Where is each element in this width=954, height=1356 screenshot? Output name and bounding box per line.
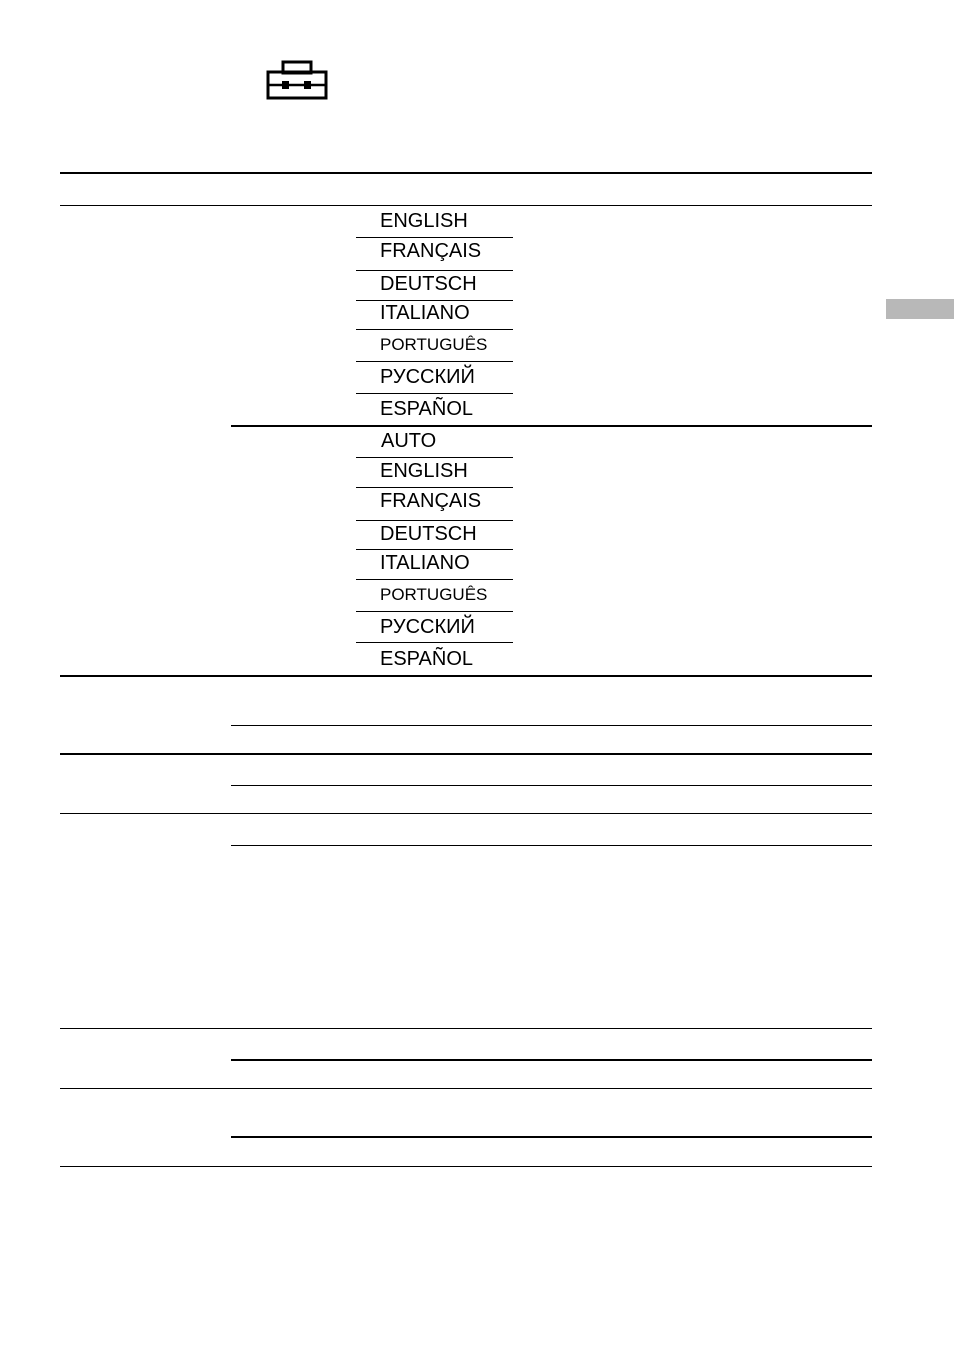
option-espanol: ESPAÑOL	[380, 398, 473, 420]
table-header-rule	[60, 205, 872, 206]
option-espanol: ESPAÑOL	[380, 648, 473, 670]
subrow-rule	[231, 725, 872, 726]
option-divider	[356, 487, 513, 488]
option-english: ENGLISH	[380, 460, 468, 482]
option-russian: РУССКИЙ	[380, 366, 475, 388]
row-rule	[60, 1088, 872, 1089]
option-divider	[356, 579, 513, 580]
subrow-rule	[231, 1059, 872, 1061]
option-italiano: ITALIANO	[380, 302, 470, 324]
option-divider	[356, 361, 513, 362]
section-tab-marker	[886, 299, 954, 319]
option-italiano: ITALIANO	[380, 552, 470, 574]
option-divider	[356, 520, 513, 521]
row-rule	[60, 675, 872, 677]
option-divider	[356, 393, 513, 394]
subrow-rule	[231, 1136, 872, 1138]
option-divider	[356, 611, 513, 612]
row-rule	[60, 753, 872, 755]
option-deutsch: DEUTSCH	[380, 273, 477, 295]
option-francais: FRANÇAIS	[380, 490, 482, 512]
table-top-rule	[60, 172, 872, 174]
option-divider	[356, 270, 513, 271]
option-portugues: PORTUGUÊS	[380, 335, 488, 354]
option-divider	[356, 549, 513, 550]
option-portugues: PORTUGUÊS	[380, 585, 488, 604]
option-divider	[356, 457, 513, 458]
option-divider	[356, 329, 513, 330]
row-rule	[60, 813, 872, 814]
option-auto: AUTO	[381, 430, 437, 452]
option-divider	[356, 642, 513, 643]
option-francais: FRANÇAIS	[380, 240, 482, 262]
option-english: ENGLISH	[380, 210, 468, 232]
option-divider	[356, 237, 513, 238]
row-rule	[60, 1028, 872, 1029]
table-bottom-rule	[60, 1166, 872, 1167]
subsection-rule	[231, 425, 872, 427]
option-divider	[356, 300, 513, 301]
subrow-rule	[231, 785, 872, 786]
option-deutsch: DEUTSCH	[380, 523, 477, 545]
option-russian: РУССКИЙ	[380, 616, 475, 638]
subrow-rule	[231, 845, 872, 846]
toolbox-icon	[266, 60, 328, 100]
